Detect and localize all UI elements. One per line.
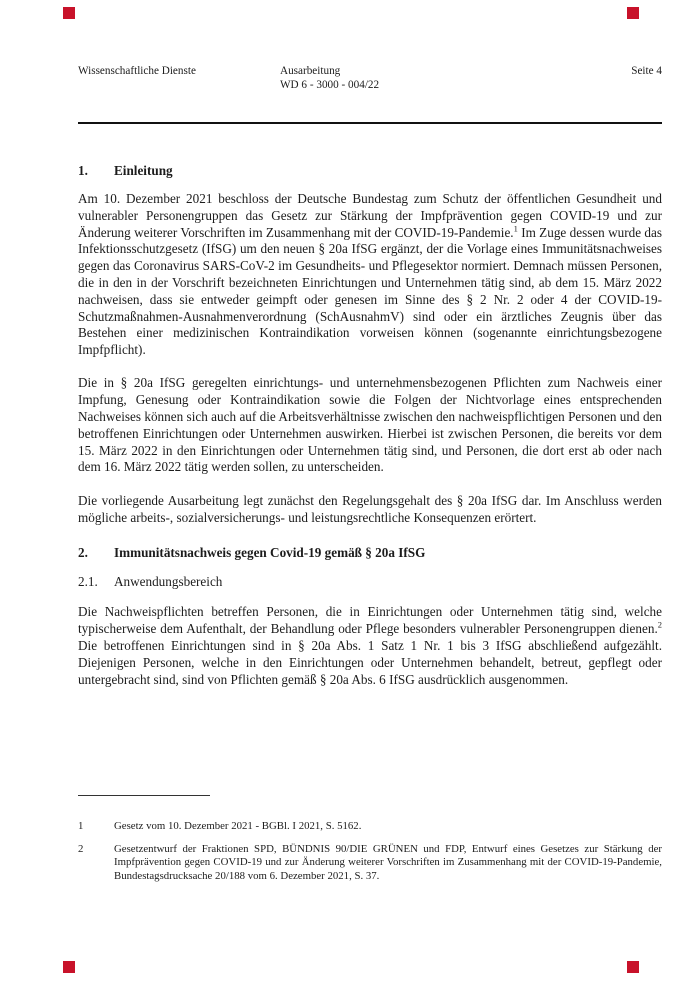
footnote-area xyxy=(78,795,662,892)
paragraph-text: Die Nachweispflichten betreffen Personen, die in Einrichtungen oder Unternehmen tätig sind, welche typischerweise dem Aufenthalt, der Behandlung oder Pflege besonders vulnerabler Personengruppen dienen. xyxy=(78,604,662,637)
paragraph-text: Die betroffenen Einrichtungen sind in § 20a Abs. 1 Satz 1 Nr. 1 bis 3 IfSG abschließend aufgezählt. Diejenigen Personen, welche in den Einrichtungen oder Unternehmen behandelt, betreut, gepflegt oder untergebracht sind, sind von Pflichten gemäß § 20a Abs. 6 IfSG ausdrücklich ausgenommen. xyxy=(78,637,662,687)
header-org: Wissenschaftliche Dienste xyxy=(78,65,196,77)
header-doc-type: Ausarbeitung xyxy=(280,65,341,77)
footnote-text: Gesetzentwurf der Fraktionen SPD, BÜNDNIS 90/DIE GRÜNEN und FDP, Entwurf eines Gesetzes zur Stärkung der Impfprävention gegen COVID-19 und zur Änderung weiterer Vorschriften im Zusammenhang mit der COVID-19-Pandemie, Bundestagsdrucksache 20/188 vom 6. Dezember 2021, S. 37. xyxy=(114,842,662,882)
section-heading-1 xyxy=(78,162,662,179)
header-doc-info xyxy=(280,64,631,92)
footnote-separator xyxy=(78,795,210,796)
footnote-reference-2: 2 xyxy=(657,619,662,630)
header-page-number: Seite 4 xyxy=(631,65,662,77)
header-rule xyxy=(78,122,662,124)
page-header xyxy=(78,64,662,92)
header-doc-number: WD 6 - 3000 - 004/22 xyxy=(280,79,380,91)
section-number: 1. xyxy=(78,163,88,178)
crop-mark-bottom-left xyxy=(63,961,75,973)
footnote-2 xyxy=(78,843,662,884)
footnote-text: Gesetz vom 10. Dezember 2021 - BGBl. I 2021, S. 5162. xyxy=(114,820,362,832)
paragraph-text: Im Zuge dessen wurde das Infektionsschutzgesetz (IfSG) um den neuen § 20a IfSG ergänzt, der die Vorlage eines Immunitätsnachweises gegen das Coronavirus SARS-CoV-2 im Gesundheits- und Pflegesektor normiert. Demnach müssen Personen, die in den in der Vorschrift bezeichneten Einrichtungen und Unternehmen tätig sind, ab dem 15. März 2022 nachweisen, dass sie entweder geimpft oder genesen im Sinne des § 2 Nr. 2 oder 4 der COVID-19-Schutzmaßnahmen-Ausnahmenverordnung (SchAusnahmV) sind oder ein ärztliches Zeugnis über das Bestehen einer medizinischen Kontraindikation vorweisen können (sogenannte einrichtungsbezogene Impfpflicht). xyxy=(78,224,662,358)
document-body xyxy=(78,162,662,688)
crop-mark-bottom-right xyxy=(627,961,639,973)
paragraph-2: Die in § 20a IfSG geregelten einrichtungs- und unternehmensbezogenen Pflichten zum Nachweis einer Impfung, Genesung oder Kontraindikation sowie die Folgen der Nichtvorlage eines entsprechenden Nachweises können sich auch auf die Arbeitsverhältnisse zwischen den nachweispflichtigen Personen und den betroffenen Einrichtungen oder Unternehmen auswirken. Hierbei ist zwischen Personen, die bereits vor dem 15. März 2022 in den Einrichtungen oder Unternehmen tätig sind, und Personen, die dort erst ab oder nach dem 16. März 2022 tätig werden sollen, zu unterscheiden. xyxy=(78,375,662,475)
footnote-1 xyxy=(78,820,662,834)
section-number: 2. xyxy=(78,545,88,561)
section-heading-2 xyxy=(78,544,662,561)
paragraph-3: Die vorliegende Ausarbeitung legt zunächst den Regelungsgehalt des § 20a IfSG dar. Im Anschluss werden mögliche arbeits-, sozialversicherungs- und leistungsrechtliche Konsequenzen erörtert. xyxy=(78,492,662,525)
subsection-number: 2.1. xyxy=(78,574,98,590)
crop-mark-top-right xyxy=(627,7,639,19)
subsection-heading-2-1 xyxy=(78,573,662,590)
footnote-reference-1: 1 xyxy=(513,223,518,234)
paragraph-1 xyxy=(78,191,662,359)
section-title: Einleitung xyxy=(114,163,173,178)
section-title: Immunitätsnachweis gegen Covid-19 gemäß § 20a IfSG xyxy=(114,545,426,561)
crop-mark-top-left xyxy=(63,7,75,19)
paragraph-text: Am 10. Dezember 2021 beschloss der Deutsche Bundestag zum Schutz der öffentlichen Gesundheit und vulnerabler Personengruppen das Gesetz zur Stärkung der Impfprävention gegen COVID-19 und zur Änderung weiterer Vorschriften im Zusammenhang mit der COVID-19-Pandemie. xyxy=(78,191,662,240)
footnote-number: 1 xyxy=(78,820,84,832)
subsection-title: Anwendungsbereich xyxy=(114,574,223,590)
paragraph-4 xyxy=(78,604,662,688)
footnote-number: 2 xyxy=(78,842,84,855)
